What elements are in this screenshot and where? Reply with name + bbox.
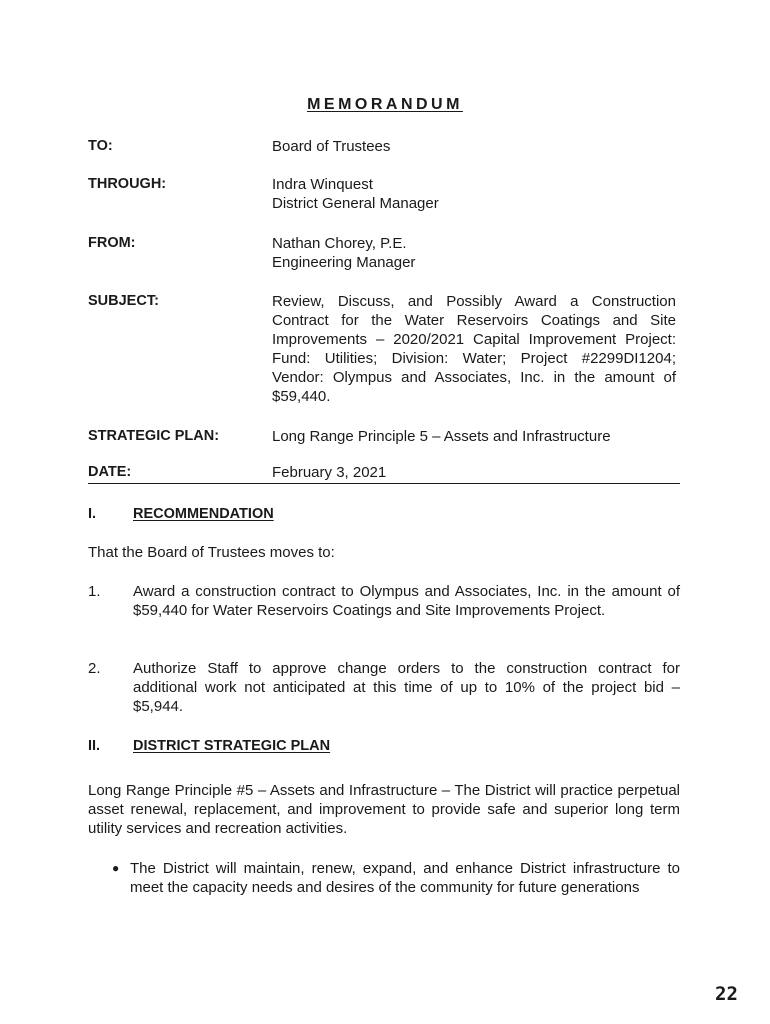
to-line: Board of Trustees [272, 138, 391, 155]
bullet-icon: ● [112, 861, 120, 875]
page-number: 22 [715, 983, 738, 1005]
recommendation-intro: That the Board of Trustees moves to: [88, 544, 335, 561]
header-divider [88, 483, 680, 484]
strategic-plan-line: Long Range Principle 5 – Assets and Infrastructure [272, 428, 611, 445]
strategic-plan-paragraph: Long Range Principle #5 – Assets and Infrastructure – The District will practice perpetual asset renewal, replacement, and improvement to provide safe and superior long term utility services and recreation activities. [88, 782, 680, 837]
strategic-plan-label: STRATEGIC PLAN: [88, 428, 220, 444]
through-line-title: District General Manager [272, 195, 439, 212]
date-label: DATE: [88, 464, 132, 480]
from-line-title: Engineering Manager [272, 254, 416, 271]
section-number: I. [88, 506, 97, 522]
through-line-name: Indra Winquest [272, 176, 373, 193]
to-label: TO: [88, 138, 113, 154]
section-title: DISTRICT STRATEGIC PLAN [133, 738, 331, 754]
strategic-plan-value [272, 427, 676, 446]
list-item-text: Authorize Staff to approve change orders to the construction contract for additional work not anticipated at this time of up to 10% of the project bid – $5,944. [133, 660, 680, 715]
through-value [272, 175, 676, 213]
list-item-number: 2. [88, 660, 101, 677]
to-value [272, 137, 676, 156]
through-label: THROUGH: [88, 176, 167, 192]
subject-label: SUBJECT: [88, 293, 159, 309]
list-item-text: Award a construction contract to Olympus and Associates, Inc. in the amount of $59,440 for Water Reservoirs Coatings and Site Improvements Project. [133, 583, 680, 619]
list-item-number: 1. [88, 583, 101, 600]
page-title: MEMORANDUM [307, 96, 463, 113]
subject-value: Review, Discuss, and Possibly Award a Construction Contract for the Water Reservoirs Coatings and Site Improvements – 2020/2021 Capital Improvement Project: Fund: Utilities; Division: Water; Project #2299DI1204; Vendor: Olympus and Associates, Inc. in the amount of $59,440. [272, 293, 676, 405]
section-title: RECOMMENDATION [133, 506, 274, 522]
date-value [272, 463, 676, 482]
date-line: February 3, 2021 [272, 464, 387, 481]
section-number: II. [88, 738, 101, 754]
from-line-name: Nathan Chorey, P.E. [272, 235, 407, 252]
bullet-text: The District will maintain, renew, expand, and enhance District infrastructure to meet the capacity needs and desires of the community for future generations [130, 860, 680, 896]
from-value [272, 234, 676, 272]
from-label: FROM: [88, 235, 136, 251]
